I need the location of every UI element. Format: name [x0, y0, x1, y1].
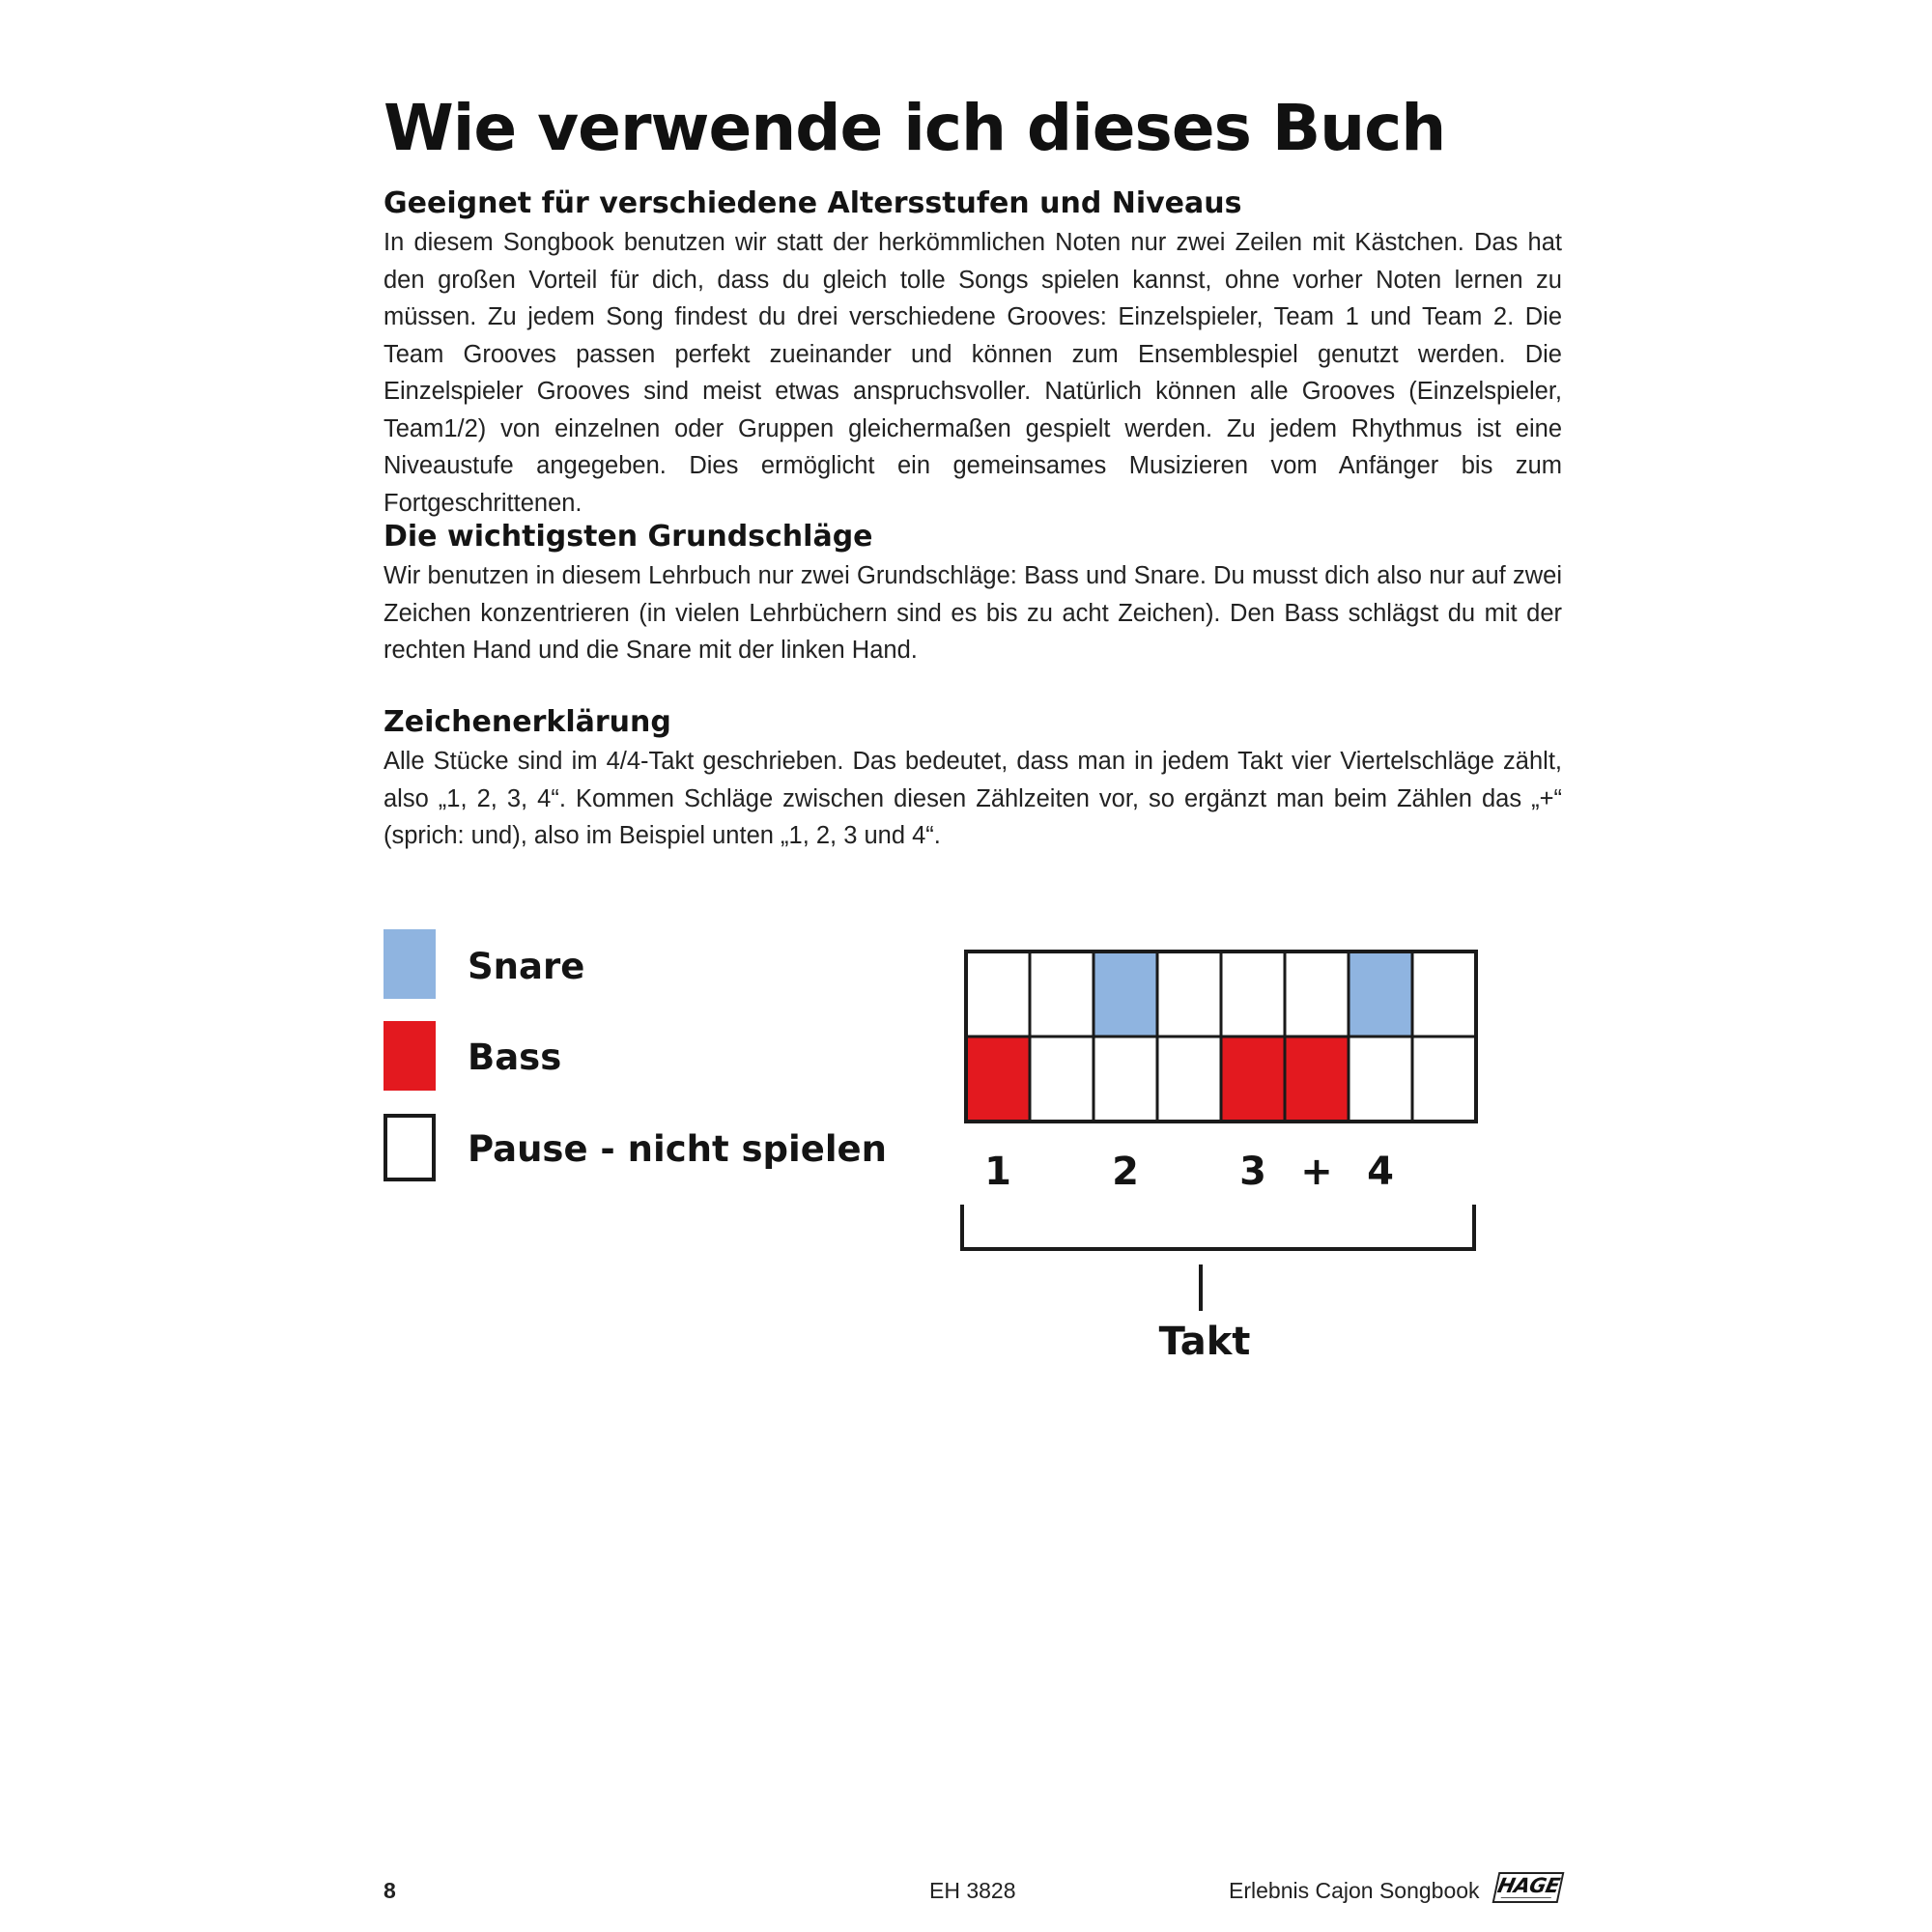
count-label: 3: [1239, 1150, 1266, 1194]
legend-label-snare: Snare: [468, 946, 585, 987]
snare-cell: [1221, 952, 1285, 1037]
bass-cell: [966, 1037, 1030, 1122]
section-heading: Die wichtigsten Grundschläge: [384, 520, 873, 554]
count-label: 1: [984, 1150, 1011, 1194]
section-body: In diesem Songbook benutzen wir statt der herkömmlichen Noten nur zwei Zeilen mit Kästchen. Das hat den großen Vorteil für dich, dass du gleich tolle Songs spielen kannst, ohne vorher Noten lernen zu müssen. Zu jedem Song findest du drei verschiedene Grooves: Einzelspieler, Team 1 und Team 2. Die Team Grooves passen perfekt zueinander und können zum Ensemblespiel genutzt werden. Die Einzelspieler Grooves sind meist etwas anspruchsvoller. Natürlich können alle Grooves (Einzelspieler, Team1/2) von einzelnen oder Gruppen gleichermaßen gespielt werden. Zu jedem Rhythmus ist eine Niveaustufe angegeben. Dies ermöglicht ein gemeinsames Musizieren vom Anfänger bis zum Fortgeschrittenen.: [384, 229, 1562, 517]
snare-cell: [1412, 952, 1476, 1037]
section-altersstufen: [384, 184, 1562, 522]
snare-cell: [1349, 952, 1412, 1037]
page-number: 8: [384, 1878, 396, 1903]
section-heading: Zeichenerklärung: [384, 705, 671, 739]
count-label: +: [1300, 1150, 1333, 1194]
groove-diagram: [956, 942, 1488, 1367]
snare-cell: [1030, 952, 1094, 1037]
bass-cell: [1030, 1037, 1094, 1122]
section-body: Alle Stücke sind im 4/4-Takt geschrieben. Das bedeutet, dass man in jedem Takt vier Viertelschläge zählt, also „1, 2, 3, 4“. Kommen Schläge zwischen diesen Zählzeiten vor, so ergänzt man beim Zählen das „+“ (sprich: und), also im Beispiel unten „1, 2, 3 und 4“.: [384, 748, 1562, 849]
legend-swatch-bass: [384, 1021, 436, 1091]
legend-swatch-snare: [384, 929, 436, 999]
legend-label-bass: Bass: [468, 1037, 562, 1078]
count-labels: [984, 1150, 1394, 1194]
section-grundschlaege: [384, 517, 1562, 669]
legend-label-pause: Pause - nicht spielen: [468, 1128, 887, 1170]
bass-cell: [1221, 1037, 1285, 1122]
snare-cell: [966, 952, 1030, 1037]
snare-cell: [1094, 952, 1157, 1037]
takt-bracket: [962, 1205, 1474, 1249]
count-label: 2: [1112, 1150, 1139, 1194]
hage-logo: HAGE: [1492, 1872, 1565, 1903]
book-title: Erlebnis Cajon Songbook: [1229, 1878, 1480, 1903]
bass-cell: [1094, 1037, 1157, 1122]
page-title: Wie verwende ich dieses Buch: [384, 91, 1446, 165]
book-code: EH 3828: [929, 1878, 1016, 1903]
legend-swatch-pause: [384, 1114, 436, 1181]
bass-cell: [1349, 1037, 1412, 1122]
section-zeichenerklaerung: [384, 702, 1562, 855]
groove-grid: [966, 952, 1476, 1122]
count-label: 4: [1367, 1150, 1394, 1194]
snare-cell: [1157, 952, 1221, 1037]
bass-cell: [1157, 1037, 1221, 1122]
section-body: Wir benutzen in diesem Lehrbuch nur zwei Grundschläge: Bass und Snare. Du musst dich also nur auf zwei Zeichen konzentrieren (in vielen Lehrbüchern sind es bis zu acht Zeichen). Den Bass schlägst du mit der rechten Hand und die Snare mit der linken Hand.: [384, 562, 1562, 664]
snare-cell: [1285, 952, 1349, 1037]
section-heading: Geeignet für verschiedene Altersstufen und Niveaus: [384, 186, 1242, 220]
bass-cell: [1412, 1037, 1476, 1122]
takt-label: Takt: [1158, 1320, 1251, 1364]
bass-cell: [1285, 1037, 1349, 1122]
